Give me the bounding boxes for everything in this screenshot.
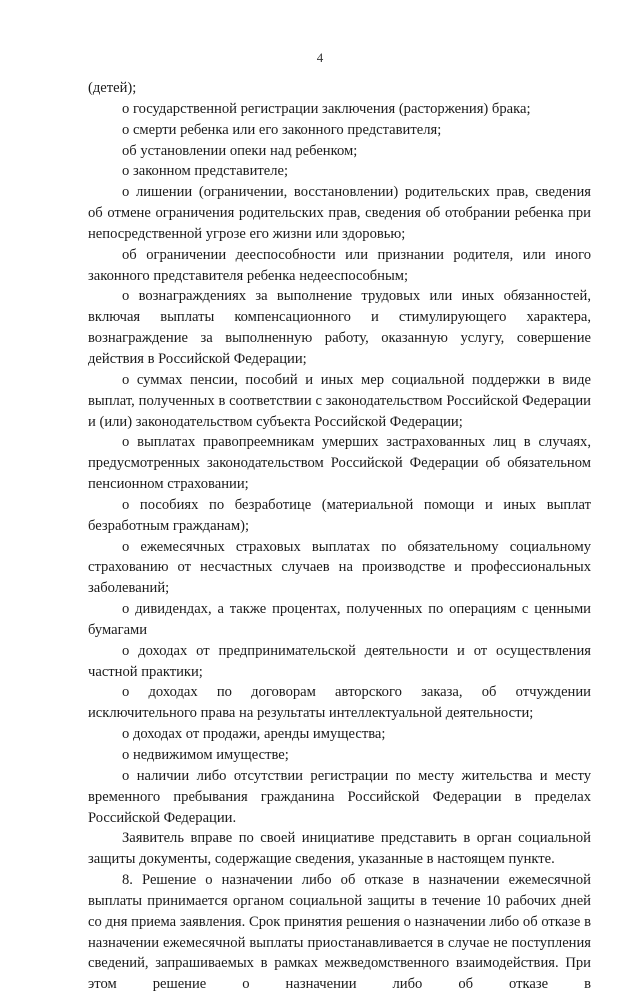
paragraph-15: о доходах от продажи, аренды имущества; — [122, 726, 386, 743]
paragraph-19: 8. Решение о назначении либо об отказе в назначении ежемесячной выплаты принимается органом социальной защиты в течение 10 рабочих дней со дня приема заявления. Срок принятия решения о назначении либо об отказе в назначении ежемесячной выплаты приостанавливается в случае не поступления сведений, запрашиваемых в рамках межведомственного взаимодействия. При этом решение о назначении либо об отказе в — [88, 872, 591, 993]
paragraph-3: об установлении опеки над ребенком; — [122, 142, 358, 159]
paragraph-2: о смерти ребенка или его законного представителя; — [122, 121, 442, 138]
paragraph-14: о доходах по договорам авторского заказа, об отчуждении исключительного права на результаты интеллектуальной деятельности; — [88, 684, 591, 722]
document-body — [88, 78, 591, 995]
paragraph-0: (детей); — [88, 80, 137, 96]
paragraph-1: о государственной регистрации заключения (расторжения) брака; — [122, 100, 531, 117]
paragraph-12: о дивидендах, а также процентах, полученных по операциям с ценными бумагами — [88, 601, 591, 638]
paragraph-7: о вознаграждениях за выполнение трудовых или иных обязанностей, включая выплаты компенсационного и стимулирующего характера, вознаграждение за выполненную работу, оказанную услугу, совершение действия в Российской Федерации; — [88, 288, 591, 367]
paragraph-16: о недвижимом имуществе; — [122, 747, 289, 763]
paragraph-5: о лишении (ограничении, восстановлении) родительских прав, сведения об отмене ограничения родительских прав, сведения об отобрании ребенка при непосредственной угрозе его жизни или здоровью; — [88, 184, 591, 242]
paragraph-6: об ограничении дееспособности или признании родителя, или иного законного представителя ребенка недееспособным; — [88, 246, 591, 284]
paragraph-8: о суммах пенсии, пособий и иных мер социальной поддержки в виде выплат, полученных в соответствии с законодательством Российской Федерации и (или) законодательством субъекта Российской Федерации; — [88, 371, 591, 430]
paragraph-10: о пособиях по безработице (материальной помощи и иных выплат безработным гражданам); — [88, 496, 591, 534]
page-number: 4 — [316, 50, 324, 65]
paragraph-11: о ежемесячных страховых выплатах по обязательному социальному страхованию от несчастных случаев на производстве и профессиональных заболеваний; — [88, 538, 591, 597]
paragraph-13: о доходах от предпринимательской деятельности и от осуществления частной практики; — [88, 642, 591, 680]
paragraph-18: Заявитель вправе по своей инициативе представить в орган социальной защиты документы, содержащие сведения, указанные в настоящем пункте. — [88, 830, 591, 868]
paragraph-4: о законном представителе; — [122, 163, 289, 180]
paragraph-9: о выплатах правопреемникам умерших застрахованных лиц в случаях, предусмотренных законодательством Российской Федерации об обязательном пенсионном страховании; — [88, 434, 591, 493]
paragraph-17: о наличии либо отсутствии регистрации по месту жительства и месту временного пребывания гражданина Российской Федерации в пределах Российской Федерации. — [88, 767, 591, 826]
